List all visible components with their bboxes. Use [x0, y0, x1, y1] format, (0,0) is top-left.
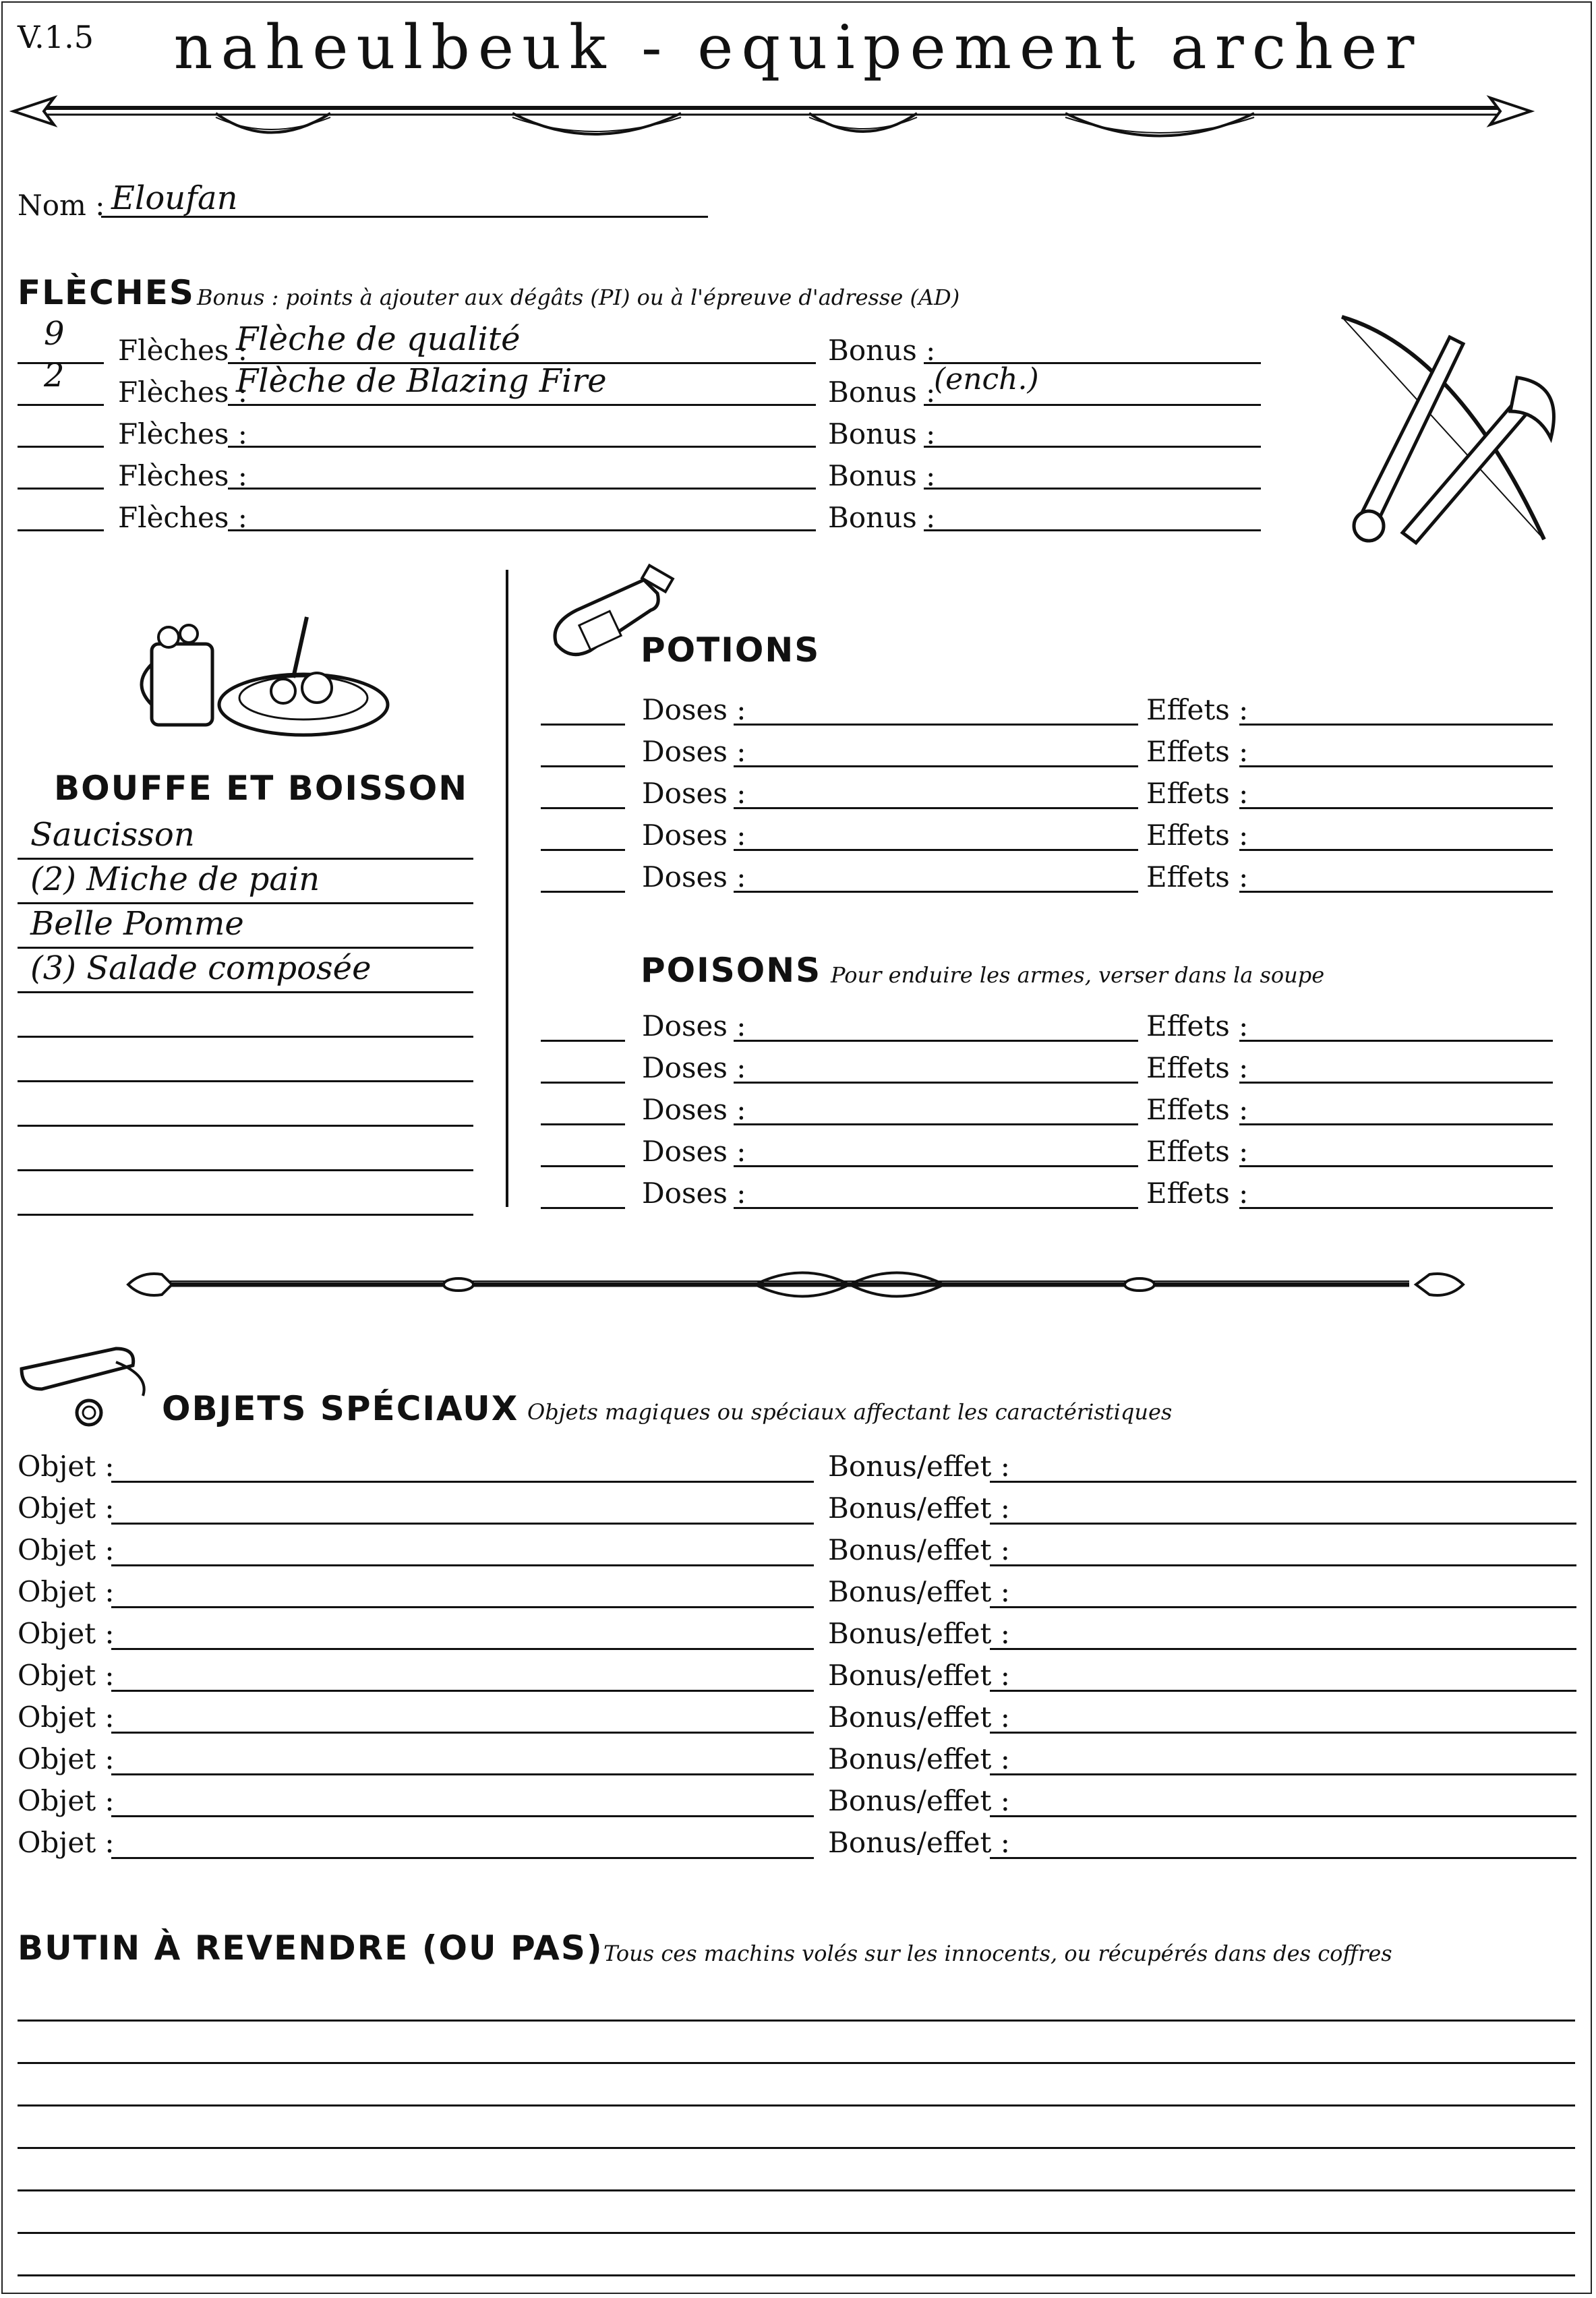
effects-line[interactable] — [1239, 891, 1553, 893]
object-label: Objet : — [18, 1450, 115, 1483]
scroll-and-ring-icon — [15, 1342, 156, 1430]
arrow-name[interactable]: Flèche de Blazing Fire — [236, 362, 607, 400]
potions-heading: POTIONS — [641, 630, 821, 670]
food-heading: BOUFFE ET BOISSON — [54, 769, 469, 808]
food-item[interactable]: Belle Pomme — [30, 905, 244, 943]
food-line[interactable] — [18, 1214, 473, 1216]
effects-line[interactable] — [1239, 1040, 1553, 1042]
object-effect-line[interactable] — [990, 1564, 1576, 1566]
arrow-name-line[interactable] — [228, 488, 816, 490]
object-label: Objet : — [18, 1533, 115, 1566]
doses-line[interactable] — [734, 724, 1138, 726]
object-effect-line[interactable] — [990, 1523, 1576, 1525]
object-effect-line[interactable] — [990, 1481, 1576, 1483]
object-effect-label: Bonus/effet : — [828, 1492, 1010, 1525]
arrow-bonus-label: Bonus : — [828, 334, 936, 367]
object-effect-label: Bonus/effet : — [828, 1533, 1010, 1566]
doses-line[interactable] — [734, 849, 1138, 851]
doses-label: Doses : — [642, 1051, 746, 1084]
food-line[interactable] — [18, 902, 473, 904]
object-label: Objet : — [18, 1742, 115, 1775]
arrow-name-line[interactable] — [228, 446, 816, 448]
dose-qty-line[interactable] — [541, 807, 625, 809]
object-line[interactable] — [111, 1732, 814, 1734]
arrow-label: Flèches : — [118, 417, 247, 450]
arrow-name-line[interactable] — [228, 404, 816, 406]
dose-qty-line[interactable] — [541, 1165, 625, 1167]
arrow-bonus-label: Bonus : — [828, 417, 936, 450]
version-label: V.1.5 — [18, 19, 94, 55]
food-line[interactable] — [18, 1169, 473, 1171]
object-line[interactable] — [111, 1481, 814, 1483]
loot-line[interactable] — [18, 2274, 1575, 2276]
object-line[interactable] — [111, 1773, 814, 1775]
arrow-divider-icon — [13, 88, 1531, 148]
object-line[interactable] — [111, 1523, 814, 1525]
doses-label: Doses : — [642, 1093, 746, 1126]
dose-qty-line[interactable] — [541, 1082, 625, 1084]
food-item[interactable]: (3) Salade composée — [30, 949, 372, 987]
effects-label: Effets : — [1146, 1135, 1249, 1168]
loot-line[interactable] — [18, 2062, 1575, 2064]
loot-subheading: Tous ces machins volés sur les innocents, ou récupérés dans des coffres — [603, 1941, 1392, 1966]
arrow-bonus[interactable]: (ench.) — [934, 362, 1039, 396]
dose-qty-line[interactable] — [541, 1123, 625, 1125]
dose-qty-line[interactable] — [541, 849, 625, 851]
food-item[interactable]: Saucisson — [30, 816, 195, 854]
object-line[interactable] — [111, 1815, 814, 1817]
arrow-label: Flèches : — [118, 501, 247, 534]
effects-line[interactable] — [1239, 1123, 1553, 1125]
object-effect-line[interactable] — [990, 1690, 1576, 1692]
crossed-weapons-icon — [1322, 310, 1571, 553]
arrow-qty-line[interactable] — [18, 404, 104, 406]
effects-label: Effets : — [1146, 1093, 1249, 1126]
poisons-heading: POISONS — [641, 951, 822, 990]
effects-label: Effets : — [1146, 819, 1249, 852]
effects-line[interactable] — [1239, 807, 1553, 809]
object-line[interactable] — [111, 1606, 814, 1608]
arrow-bonus-label: Bonus : — [828, 376, 936, 409]
food-line[interactable] — [18, 947, 473, 949]
doses-line[interactable] — [734, 1165, 1138, 1167]
doses-label: Doses : — [642, 860, 746, 893]
food-line[interactable] — [18, 1080, 473, 1082]
loot-line[interactable] — [18, 2147, 1575, 2149]
effects-line[interactable] — [1239, 1207, 1553, 1209]
effects-label: Effets : — [1146, 1051, 1249, 1084]
arrow-qty-line[interactable] — [18, 529, 104, 531]
dose-qty-line[interactable] — [541, 765, 625, 767]
doses-label: Doses : — [642, 819, 746, 852]
doses-line[interactable] — [734, 807, 1138, 809]
object-label: Objet : — [18, 1492, 115, 1525]
page-title: naheulbeuk - equipement archer — [173, 12, 1423, 83]
doses-label: Doses : — [642, 735, 746, 768]
food-line[interactable] — [18, 858, 473, 860]
effects-label: Effets : — [1146, 777, 1249, 810]
doses-label: Doses : — [642, 1009, 746, 1042]
object-effect-line[interactable] — [990, 1648, 1576, 1650]
object-label: Objet : — [18, 1659, 115, 1692]
effects-line[interactable] — [1239, 724, 1553, 726]
effects-line[interactable] — [1239, 849, 1553, 851]
object-effect-line[interactable] — [990, 1732, 1576, 1734]
arrow-bonus-line[interactable] — [924, 446, 1261, 448]
object-label: Objet : — [18, 1617, 115, 1650]
poisons-subheading: Pour enduire les armes, verser dans la soupe — [831, 962, 1325, 988]
doses-line[interactable] — [734, 1040, 1138, 1042]
object-effect-label: Bonus/effet : — [828, 1575, 1010, 1608]
loot-line[interactable] — [18, 2189, 1575, 2191]
arrows-heading: FLÈCHES — [18, 273, 195, 312]
doses-line[interactable] — [734, 1123, 1138, 1125]
arrow-label: Flèches : — [118, 376, 247, 409]
doses-label: Doses : — [642, 693, 746, 726]
doses-label: Doses : — [642, 1177, 746, 1210]
object-effect-label: Bonus/effet : — [828, 1617, 1010, 1650]
effects-label: Effets : — [1146, 693, 1249, 726]
doses-line[interactable] — [734, 1082, 1138, 1084]
loot-line[interactable] — [18, 2020, 1575, 2022]
arrow-name-line[interactable] — [228, 529, 816, 531]
arrow-bonus-label: Bonus : — [828, 501, 936, 534]
food-item[interactable]: (2) Miche de pain — [30, 860, 320, 898]
beer-and-meal-icon — [138, 603, 388, 738]
arrow-bonus-line[interactable] — [924, 488, 1261, 490]
arrow-qty[interactable]: 9 — [44, 315, 65, 353]
object-effect-line[interactable] — [990, 1606, 1576, 1608]
arrow-bonus-line[interactable] — [924, 404, 1261, 406]
object-effect-label: Bonus/effet : — [828, 1659, 1010, 1692]
object-label: Objet : — [18, 1701, 115, 1734]
object-effect-label: Bonus/effet : — [828, 1450, 1010, 1483]
arrow-label: Flèches : — [118, 334, 247, 367]
object-effect-label: Bonus/effet : — [828, 1701, 1010, 1734]
special-subheading: Objets magiques ou spéciaux affectant les caractéristiques — [527, 1399, 1173, 1425]
object-effect-label: Bonus/effet : — [828, 1784, 1010, 1817]
object-line[interactable] — [111, 1648, 814, 1650]
effects-label: Effets : — [1146, 735, 1249, 768]
dose-qty-line[interactable] — [541, 891, 625, 893]
name-field[interactable]: Eloufan — [111, 179, 238, 217]
loot-heading: BUTIN À REVENDRE (OU PAS) — [18, 1928, 603, 1968]
object-line[interactable] — [111, 1690, 814, 1692]
effects-line[interactable] — [1239, 1165, 1553, 1167]
doses-label: Doses : — [642, 1135, 746, 1168]
object-label: Objet : — [18, 1784, 115, 1817]
arrow-bonus-label: Bonus : — [828, 459, 936, 492]
food-line[interactable] — [18, 991, 473, 993]
object-effect-line[interactable] — [990, 1815, 1576, 1817]
dose-qty-line[interactable] — [541, 724, 625, 726]
object-label: Objet : — [18, 1575, 115, 1608]
arrow-qty-line[interactable] — [18, 446, 104, 448]
dose-qty-line[interactable] — [541, 1207, 625, 1209]
object-effect-label: Bonus/effet : — [828, 1742, 1010, 1775]
object-label: Objet : — [18, 1826, 115, 1859]
doses-line[interactable] — [734, 765, 1138, 767]
special-heading: OBJETS SPÉCIAUX — [162, 1389, 519, 1428]
object-effect-line[interactable] — [990, 1773, 1576, 1775]
object-effect-label: Bonus/effet : — [828, 1826, 1010, 1859]
effects-line[interactable] — [1239, 1082, 1553, 1084]
object-line[interactable] — [111, 1564, 814, 1566]
dose-qty-line[interactable] — [541, 1040, 625, 1042]
doses-line[interactable] — [734, 1207, 1138, 1209]
staff-divider-icon — [128, 1261, 1463, 1308]
effects-label: Effets : — [1146, 860, 1249, 893]
arrow-bonus-line[interactable] — [924, 529, 1261, 531]
object-line[interactable] — [111, 1857, 814, 1859]
effects-label: Effets : — [1146, 1009, 1249, 1042]
effects-line[interactable] — [1239, 765, 1553, 767]
arrow-qty-line[interactable] — [18, 488, 104, 490]
arrow-qty[interactable]: 2 — [44, 357, 65, 394]
arrow-label: Flèches : — [118, 459, 247, 492]
object-effect-line[interactable] — [990, 1857, 1576, 1859]
loot-line[interactable] — [18, 2104, 1575, 2106]
arrow-name[interactable]: Flèche de qualité — [236, 320, 521, 358]
arrows-subheading: Bonus : points à ajouter aux dégâts (PI) ou à l'épreuve d'adresse (AD) — [197, 285, 960, 310]
doses-label: Doses : — [642, 777, 746, 810]
column-divider — [506, 570, 508, 1207]
loot-line[interactable] — [18, 2232, 1575, 2234]
name-label: Nom : — [18, 189, 105, 222]
effects-label: Effets : — [1146, 1177, 1249, 1210]
food-line[interactable] — [18, 1036, 473, 1038]
food-line[interactable] — [18, 1125, 473, 1127]
doses-line[interactable] — [734, 891, 1138, 893]
